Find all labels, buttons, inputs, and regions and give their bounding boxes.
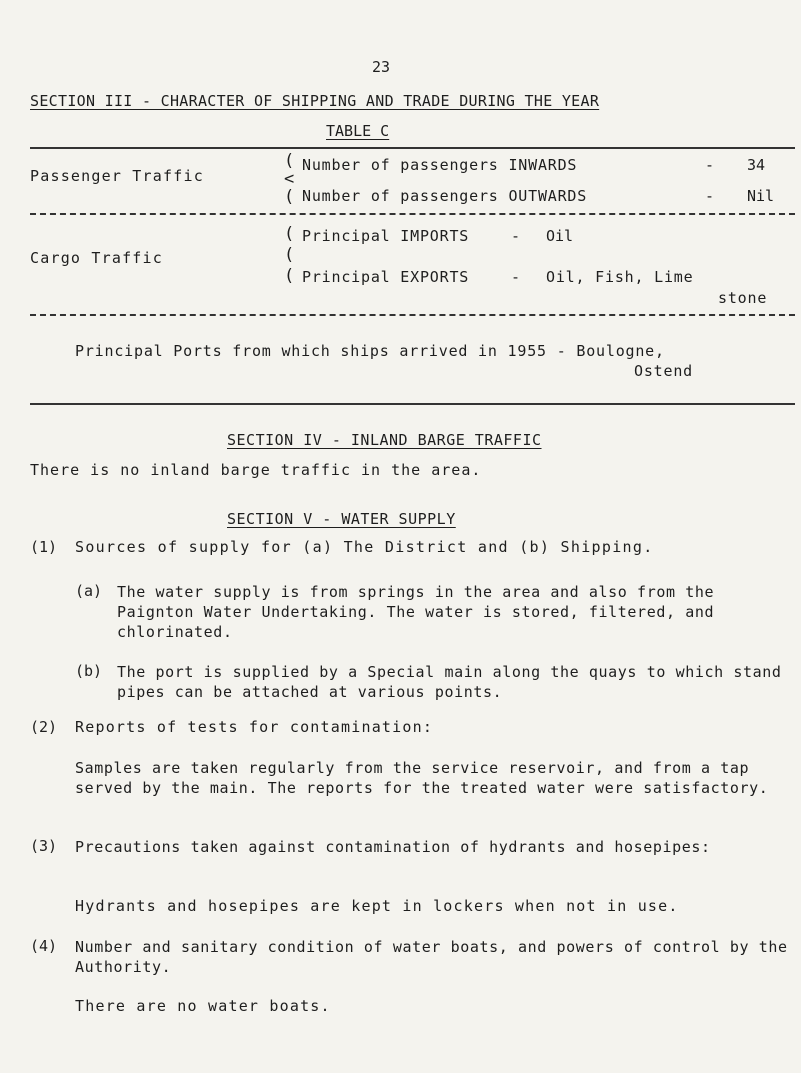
item-1-text: Sources of supply for (a) The District and (b) Shipping. — [75, 538, 654, 556]
passenger-traffic-label: Passenger Traffic — [30, 167, 204, 185]
water-boats-text: There are no water boats. — [75, 997, 331, 1015]
item-4-number: (4) — [30, 937, 58, 955]
item-3-text: Precautions taken against contamination of hydrants and hosepipes: — [75, 838, 711, 856]
table-bottom-rule — [30, 314, 795, 316]
section-4-heading: SECTION IV - INLAND BARGE TRAFFIC — [227, 431, 542, 449]
principal-exports-dash: - — [511, 268, 521, 286]
hydrants-text: Hydrants and hosepipes are kept in lockers when not in use. — [75, 897, 679, 915]
principal-exports-label: Principal EXPORTS — [302, 268, 470, 286]
sub-b-text: The port is supplied by a Special main along the quays to which stand pipes can be attached at various points. — [117, 663, 782, 701]
passengers-outwards-value: Nil — [747, 187, 775, 205]
passenger-brace: ( < ( — [284, 151, 295, 207]
item-4-text: Number and sanitary condition of water boats, and powers of control by the Authority. — [75, 938, 788, 976]
cargo-brace: ( ( ( — [284, 224, 295, 286]
section-4-text: There is no inland barge traffic in the area. — [30, 461, 482, 479]
principal-exports-value-continued: stone — [718, 289, 768, 307]
table-c-title: TABLE C — [326, 122, 390, 140]
principal-imports-value: Oil — [546, 227, 574, 245]
cargo-traffic-label: Cargo Traffic — [30, 249, 163, 267]
item-3-number: (3) — [30, 837, 58, 855]
item-1-number: (1) — [30, 538, 58, 556]
sub-a-label: (a) — [75, 582, 103, 600]
passengers-outwards-label: Number of passengers OUTWARDS — [302, 187, 588, 205]
principal-ports-line: Principal Ports from which ships arrived in 1955 - Boulogne, — [75, 342, 665, 360]
page-number: 23 — [372, 58, 391, 76]
principal-exports-value: Oil, Fish, Lime — [546, 268, 694, 286]
section-divider-rule — [30, 403, 795, 405]
table-top-rule — [30, 147, 795, 149]
principal-ports-continued: Ostend — [634, 362, 693, 380]
passengers-inwards-dash: - — [705, 156, 715, 174]
section-5-heading: SECTION V - WATER SUPPLY — [227, 510, 456, 528]
item-2-number: (2) — [30, 718, 58, 736]
passengers-inwards-value: 34 — [747, 156, 766, 174]
passengers-outwards-dash: - — [705, 187, 715, 205]
section-3-heading: SECTION III - CHARACTER OF SHIPPING AND TRADE DURING THE YEAR — [30, 92, 600, 110]
sub-a-text: The water supply is from springs in the area and also from the Paignton Water Undertaking. The water is stored, filtered, and chlorinated. — [117, 583, 715, 641]
sub-b-label: (b) — [75, 662, 103, 680]
passengers-inwards-label: Number of passengers INWARDS — [302, 156, 578, 174]
principal-imports-label: Principal IMPORTS — [302, 227, 470, 245]
item-2-text: Reports of tests for contamination: — [75, 718, 434, 736]
table-mid-rule — [30, 213, 795, 215]
principal-imports-dash: - — [511, 227, 521, 245]
samples-text: Samples are taken regularly from the service reservoir, and from a tap served by the main. The reports for the treated water were satisfactory. — [75, 759, 769, 797]
